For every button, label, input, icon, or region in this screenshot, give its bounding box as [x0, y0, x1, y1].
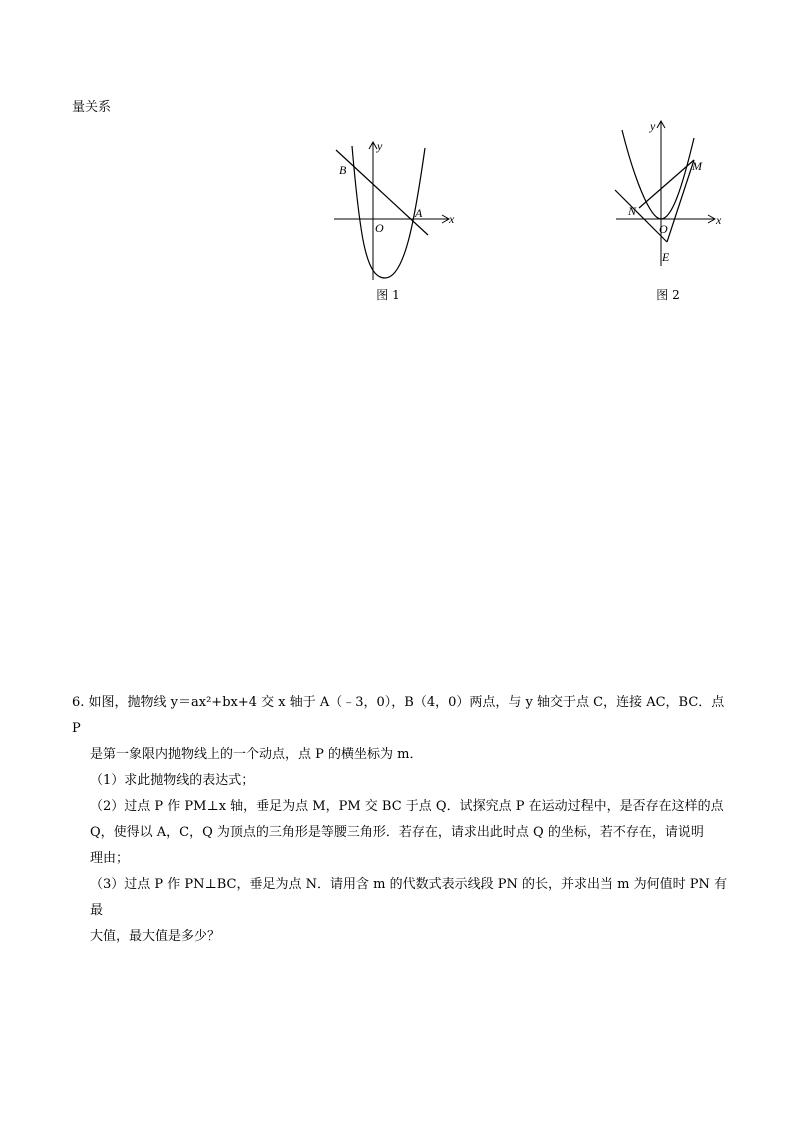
fig2-label-x: x: [716, 213, 722, 227]
fig1-label-O: O: [375, 221, 384, 235]
figure-2: [612, 118, 727, 270]
part-2-line-3: 理由；: [90, 851, 130, 866]
fig2-label-E: E: [662, 250, 670, 264]
figure-1: [330, 138, 460, 283]
part-3-line-2: 大值，最大值是多少？: [90, 929, 221, 944]
figure-1-graph: [330, 138, 460, 283]
fig1-label-y: y: [377, 139, 383, 153]
problem-statement-line-1: 6. 如图，抛物线 y＝ax²+bx+4 交 x 轴于 A（﹣3，0），B（4，0）两点，与 y 轴交于点 C，连接 AC，BC．点 P: [72, 695, 725, 736]
figure-1-caption: 图 1: [376, 288, 400, 302]
fig1-label-B: B: [339, 163, 347, 177]
fig2-label-y: y: [650, 119, 656, 133]
part-2-line-2: Q，使得以 A，C，Q 为顶点的三角形是等腰三角形．若存在，请求出此时点 Q 的坐标，若不存在，请说明: [90, 825, 704, 840]
fig2-label-O: O: [659, 222, 668, 236]
part-3-line-1: （3）过点 P 作 PN⊥BC，垂足为点 N．请用含 m 的代数式表示线段 PN 的长，并求出当 m 为何值时 PN 有最: [90, 877, 727, 918]
part-2-line-1: （2）过点 P 作 PM⊥x 轴，垂足为点 M，PM 交 BC 于点 Q．试探究点 P 在运动过程中，是否存在这样的点: [90, 799, 724, 814]
part-1: （1）求此抛物线的表达式；: [90, 773, 255, 788]
fig2-label-M: M: [692, 159, 702, 173]
fig1-label-x: x: [449, 212, 455, 226]
problem-statement-line-2: 是第一象限内抛物线上的一个动点，点 P 的横坐标为 m．: [90, 747, 423, 762]
fig2-label-N: N: [628, 204, 637, 218]
figure-2-caption: 图 2: [656, 288, 680, 302]
figure-2-graph: [612, 118, 727, 270]
problem-6: [72, 690, 732, 950]
fig1-label-A: A: [415, 206, 423, 220]
top-text-fragment: 量关系: [72, 100, 112, 115]
